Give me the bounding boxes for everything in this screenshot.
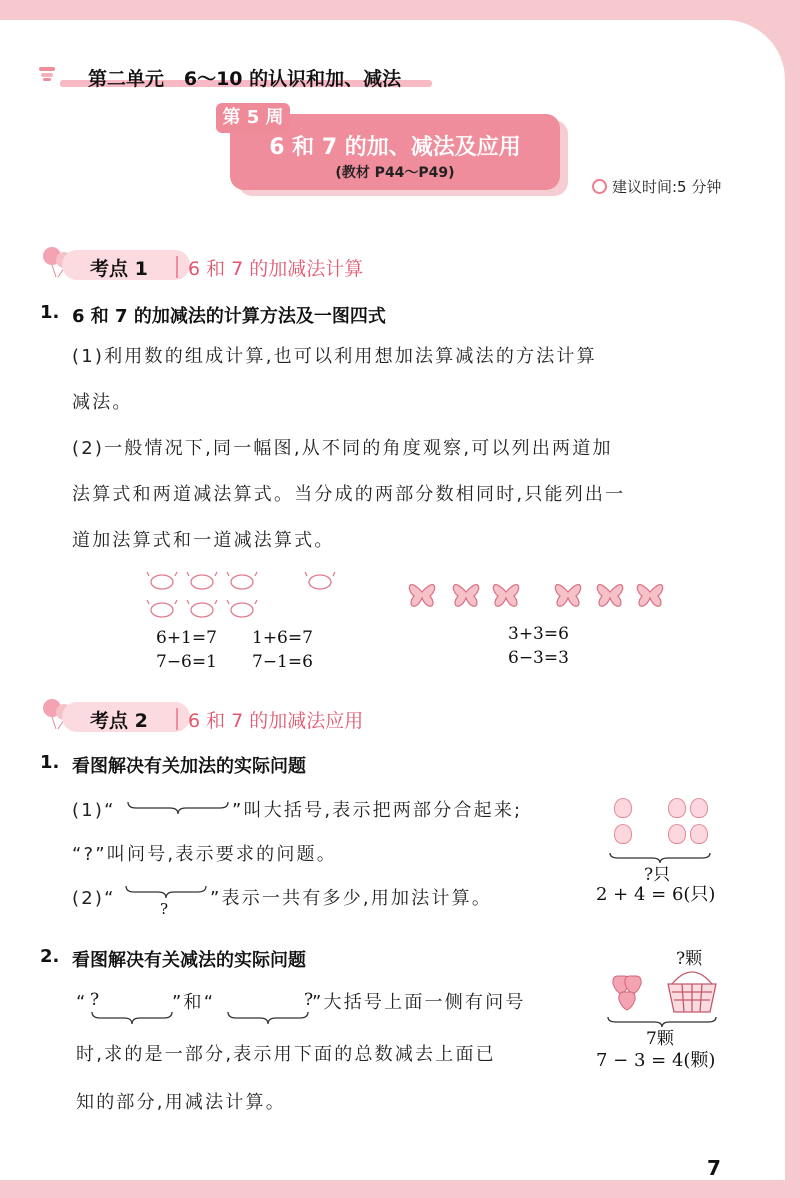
kp1-p2-line1: (2)一般情况下,同一幅图,从不同的角度观察,可以列出两道加 xyxy=(72,438,613,459)
chick-equation: 2 + 4 = 6(只) xyxy=(596,884,716,905)
unit-title: 第二单元 6～10 的认识和加、减法 xyxy=(88,68,402,90)
kp2-q2-q2: ? xyxy=(304,990,314,1010)
basket-total-label: 7颗 xyxy=(646,1029,674,1049)
eq-left-1: 6+1=7 xyxy=(156,628,217,648)
eq-left-4: 7−1=6 xyxy=(252,652,313,672)
chick-figure xyxy=(610,796,720,852)
butterfly-icon xyxy=(409,585,434,607)
kp2-q1-p2-text: ”表示一共有多少,用加法计算。 xyxy=(210,888,493,909)
crab-icon xyxy=(151,575,173,589)
kp2-title: 6 和 7 的加减法应用 xyxy=(188,710,364,732)
butterfly-icon xyxy=(637,585,662,607)
chick-icon xyxy=(690,824,708,844)
lesson-subtitle: (教材 P44～P49) xyxy=(335,165,455,181)
basket-icon xyxy=(668,972,716,1012)
page-number: 7 xyxy=(707,1156,721,1180)
butterfly-icon xyxy=(597,585,622,607)
kp2-q1-heading: 看图解决有关加法的实际问题 xyxy=(72,756,306,777)
basket-equation: 7 − 3 = 4(颗) xyxy=(596,1050,716,1071)
crab-icon xyxy=(191,603,213,617)
chick-total-label: ?只 xyxy=(644,865,671,885)
brace-question-mark: ? xyxy=(160,900,169,918)
crab-icon xyxy=(231,603,253,617)
brace-symbol xyxy=(126,800,230,820)
kp1-divider xyxy=(176,256,178,278)
suggested-time: 建议时间:5 分钟 xyxy=(612,178,722,196)
kp1-q1-heading: 6 和 7 的加减法的计算方法及一图四式 xyxy=(72,306,386,327)
crab-group xyxy=(146,568,346,624)
unit-icon xyxy=(38,64,56,82)
kp2-q1-p1-open: (1)“ xyxy=(72,800,116,821)
kp2-q2-line3: 知的部分,用减法计算。 xyxy=(76,1092,286,1113)
butterfly-icon xyxy=(453,585,478,607)
brace-question-left xyxy=(90,1010,174,1030)
kp1-p2-line2: 法算式和两道减法算式。当分成的两部分数相同时,只能列出一 xyxy=(72,484,626,505)
eq-right-1: 3+3=6 xyxy=(508,624,569,644)
week-tag: 第 5 周 xyxy=(216,103,290,133)
kp1-p2-line3: 道加法算式和一道减法算式。 xyxy=(72,530,335,551)
eq-left-2: 1+6=7 xyxy=(252,628,313,648)
kp2-q1-p1-line2: “?”叫问号,表示要求的问题。 xyxy=(72,844,337,865)
chick-icon xyxy=(690,798,708,818)
eq-left-3: 7−6=1 xyxy=(156,652,217,672)
kp1-label: 考点 1 xyxy=(90,258,148,280)
kp2-divider xyxy=(176,708,178,730)
kp2-q1-p2-open: (2)“ xyxy=(72,888,116,909)
strawberry-basket-figure xyxy=(608,962,718,1022)
kp1-q1-number: 1. xyxy=(40,302,60,323)
chick-icon xyxy=(668,798,686,818)
kp2-q2-line1: ”大括号上面一侧有问号 xyxy=(312,992,526,1013)
strawberry-icon xyxy=(625,976,641,994)
kp2-q2-line2: 时,求的是一部分,表示用下面的总数减去上面已 xyxy=(76,1044,496,1065)
kp2-q2-heading: 看图解决有关减法的实际问题 xyxy=(72,950,306,971)
kp1-p1-line1: (1)利用数的组成计算,也可以利用想加法算减法的方法计算 xyxy=(72,346,597,367)
crab-icon xyxy=(309,575,331,589)
basket-top-label: ?颗 xyxy=(676,949,703,969)
butterfly-icon xyxy=(555,585,580,607)
kp2-q2-q1: ? xyxy=(90,990,100,1010)
kp2-label: 考点 2 xyxy=(90,710,148,732)
butterfly-icon xyxy=(493,585,518,607)
brace-question-right xyxy=(226,1010,310,1030)
chick-icon xyxy=(668,824,686,844)
chick-icon xyxy=(614,798,632,818)
kp2-q2-number: 2. xyxy=(40,946,60,967)
butterfly-group xyxy=(404,572,674,614)
strawberry-icon xyxy=(619,992,635,1010)
kp1-title: 6 和 7 的加减法计算 xyxy=(188,258,364,280)
kp2-q2-quote-open: “ xyxy=(76,992,88,1013)
kp2-q1-p1-text: ”叫大括号,表示把两部分合起来; xyxy=(232,800,523,821)
kp2-q1-number: 1. xyxy=(40,752,60,773)
eq-right-2: 6−3=3 xyxy=(508,648,569,668)
clock-icon xyxy=(592,179,607,194)
kp1-p1-line2: 减法。 xyxy=(72,392,133,413)
chick-icon xyxy=(614,824,632,844)
crab-icon xyxy=(231,575,253,589)
crab-icon xyxy=(151,603,173,617)
kp2-q2-and: ”和“ xyxy=(172,992,216,1013)
crab-icon xyxy=(191,575,213,589)
lesson-title: 6 和 7 的加、减法及应用 xyxy=(269,135,521,160)
